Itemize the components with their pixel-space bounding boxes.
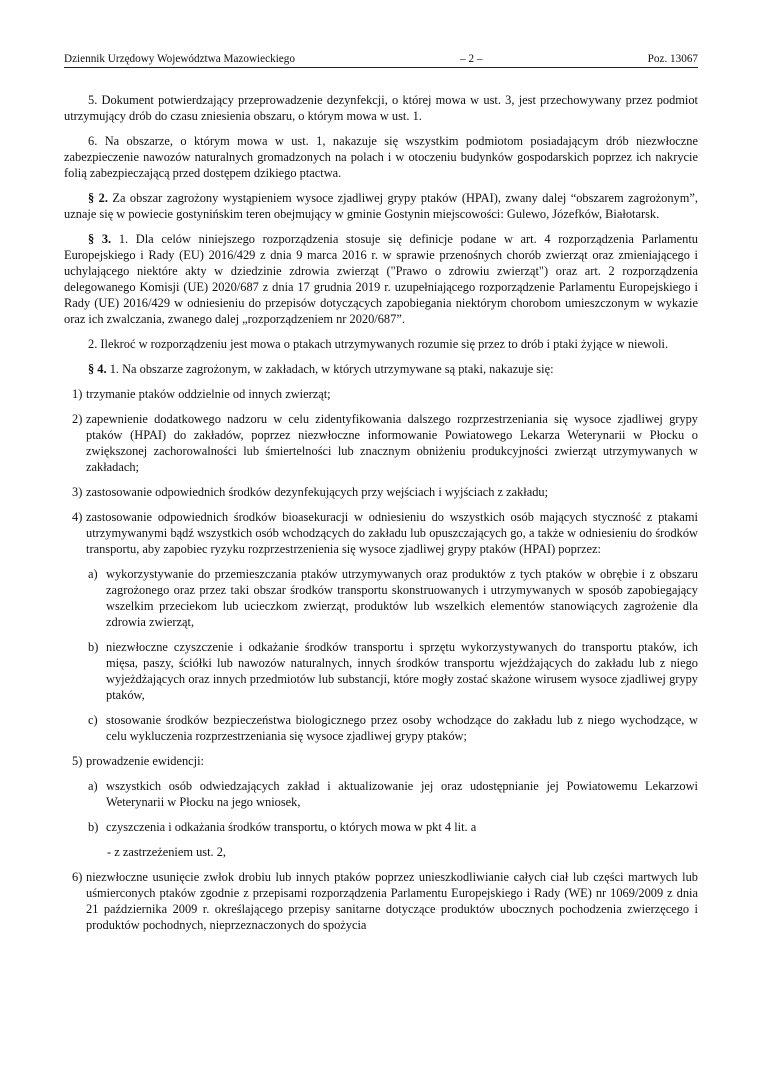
- section-2-label: § 2.: [88, 191, 108, 205]
- page-number: – 2 –: [460, 53, 483, 65]
- journal-title: Dziennik Urzędowy Województwa Mazowieckiego: [64, 53, 295, 65]
- list-item-number: 4): [72, 510, 83, 524]
- sub-list-item: [64, 712, 698, 744]
- sub-list-item-letter: b): [88, 820, 99, 834]
- sub-list-item-text: wykorzystywanie do przemieszczania ptaków utrzymywanych oraz produktów z tych ptaków w obrębie i z obszaru zagrożonego oraz przez taki obszar środków transportu skonstruowanych i utrzymywanych w sposób zapobiegający wszelkim przeciekom lub ucieczkom zwierząt, produktów lub wszelkich elementów stanowiących zagrożenie dla zdrowia zwierząt,: [106, 567, 698, 629]
- sub-list-item: [64, 566, 698, 630]
- list-item: [64, 484, 698, 500]
- list-item-text: trzymanie ptaków oddzielnie od innych zwierząt;: [86, 387, 331, 401]
- sub-list-item-text: niezwłoczne czyszczenie i odkażanie środków transportu i sprzętu wykorzystywanych do transportu ptaków, ich mięsa, paszy, ściółki lub nawozów naturalnych, innych środków transportu wjeżdżających do zakładu lub z niego wyjeżdżających oraz innych przedmiotów lub substancji, które mogły zostać skażone wirusem wysoce zjadliwej grypy ptaków,: [106, 640, 698, 702]
- section-4-label: § 4.: [88, 362, 107, 376]
- section-2-text: Za obszar zagrożony wystąpieniem wysoce zjadliwej grypy ptaków (HPAI), zwany dalej “obszarem zagrożonym”, uznaje się w powiecie gostynińskim teren obejmujący w gminie Gostynin miejscowości: Gulewo, Józefków, Białotarsk.: [64, 191, 698, 221]
- sub-list-item-letter: a): [88, 567, 98, 581]
- list-item-number: 2): [72, 412, 83, 426]
- page-header: [64, 52, 698, 66]
- list-item: [64, 869, 698, 933]
- list-item-number: 3): [72, 485, 83, 499]
- list-item-text: niezwłoczne usunięcie zwłok drobiu lub innych ptaków poprzez unieszkodliwianie całych ciał lub części martwych lub uśmierconych ptaków zgodnie z przepisami rozporządzenia Parlamentu Europejskiego i Rady (WE) nr 1069/2009 z dnia 21 października 2009 r. określającego przepisy sanitarne dotyczące produktów ubocznych pochodzenia zwierzęcego i produktów pochodnych, nieprzeznaczonych do spożycia: [86, 870, 698, 932]
- sub-list-item-text: czyszczenia i odkażania środków transportu, o których mowa w pkt 4 lit. a: [106, 820, 477, 834]
- position-number: Poz. 13067: [647, 53, 698, 65]
- list-item: [64, 753, 698, 769]
- sub-list-item-letter: b): [88, 640, 99, 654]
- paragraph-6: 6. Na obszarze, o którym mowa w ust. 1, nakazuje się wszystkim podmiotom posiadającym drób niezwłoczne zabezpieczenie nawozów naturalnych gromadzonych na polach i w otoczeniu budynków gospodarskich poprzez ich nakrycie folią zabezpieczającą przed dostępem dzikiego ptactwa.: [64, 134, 698, 180]
- section-4-text: 1. Na obszarze zagrożonym, w zakładach, w których utrzymywane są ptaki, nakazuje się:: [106, 362, 554, 376]
- section-3: [64, 231, 698, 327]
- sub-list-item-text: stosowanie środków bezpieczeństwa biologicznego przez osoby wchodzące do zakładu lub z niego wychodzące, w celu wykluczenia rozprzestrzeniania się wysoce zjadliwej grypy ptaków;: [106, 713, 698, 743]
- sub-list-item-letter: c): [88, 713, 98, 727]
- list-item-text: zastosowanie odpowiednich środków bioasekuracji w odniesieniu do wszystkich osób mających styczność z ptakami utrzymywanymi bądź wszystkich osób wchodzących do zakładu lub opuszczających go, a także w odniesieniu do środków transportu, aby zapobiec ryzyku rozprzestrzenienia się wysoce zjadliwej grypy ptaków (HPAI) poprzez:: [86, 510, 698, 556]
- list-item-number: 5): [72, 754, 83, 768]
- sub-list-item: [64, 819, 698, 835]
- section-3-point-2: 2. Ilekroć w rozporządzeniu jest mowa o ptakach utrzymywanych rozumie się przez to drób i ptaki żyjące w niewoli.: [88, 337, 669, 351]
- list-item-number: 1): [72, 387, 83, 401]
- paragraph-5: 5. Dokument potwierdzający przeprowadzenie dezynfekcji, o której mowa w ust. 3, jest przechowywany przez podmiot utrzymujący drób do czasu zniesienia obszaru, o którym mowa w ust. 1.: [64, 93, 698, 123]
- sub-list-item-letter: a): [88, 779, 98, 793]
- list-item: [64, 411, 698, 475]
- list-item-text: zastosowanie odpowiednich środków dezynfekujących przy wejściach i wyjściach z zakładu;: [86, 485, 549, 499]
- section-3-text: 1. Dla celów niniejszego rozporządzenia stosuje się definicje podane w art. 4 rozporządzenia Parlamentu Europejskiego i Rady (EU) 2016/429 z dnia 9 marca 2016 r. w sprawie przenośnych chorób zwierząt oraz zmieniającego i uchylającego niektóre akty w dziedzinie zdrowia zwierząt ("Prawo o zdrowiu zwierząt") oraz art. 2 rozporządzenia delegowanego Komisji (UE) 2020/687 z dnia 17 grudnia 2019 r. uzupełniającego rozporządzenie Parlamentu Europejskiego i Rady (UE) 2016/429 w odniesieniu do przepisów dotyczących zapobiegania niektórym chorobom umieszczonym w wykazie oraz ich zwalczania, zwanego dalej „rozporządzeniem nr 2020/687”.: [64, 232, 698, 326]
- section-3-label: § 3.: [88, 232, 112, 246]
- section-2: [64, 190, 698, 222]
- document-body: [64, 92, 698, 942]
- sub-list-item-text: wszystkich osób odwiedzających zakład i aktualizowanie jej oraz udostępnianie jej Powiatowemu Lekarzowi Weterynarii w Płocku na jego wniosek,: [106, 779, 698, 809]
- header-divider: [64, 67, 698, 68]
- sub-list-item: [64, 778, 698, 810]
- list-item: [64, 509, 698, 557]
- sub-list-item: [64, 639, 698, 703]
- section-4: [64, 361, 698, 377]
- list-item-number: 6): [72, 870, 83, 884]
- dash-note: - z zastrzeżeniem ust. 2,: [107, 845, 227, 859]
- list-item: [64, 386, 698, 402]
- list-item-text: zapewnienie dodatkowego nadzoru w celu zidentyfikowania dalszego rozprzestrzeniania się wysoce zjadliwej grypy ptaków (HPAI) do zakładów, poprzez niezwłoczne informowanie Powiatowego Lekarza Weterynarii w Płocku o zwiększonej zachorowalności lub śmiertelności lub znacznym obniżeniu produkcyjności zwierząt utrzymywanych w zakładach;: [86, 412, 698, 474]
- list-item-text: prowadzenie ewidencji:: [86, 754, 205, 768]
